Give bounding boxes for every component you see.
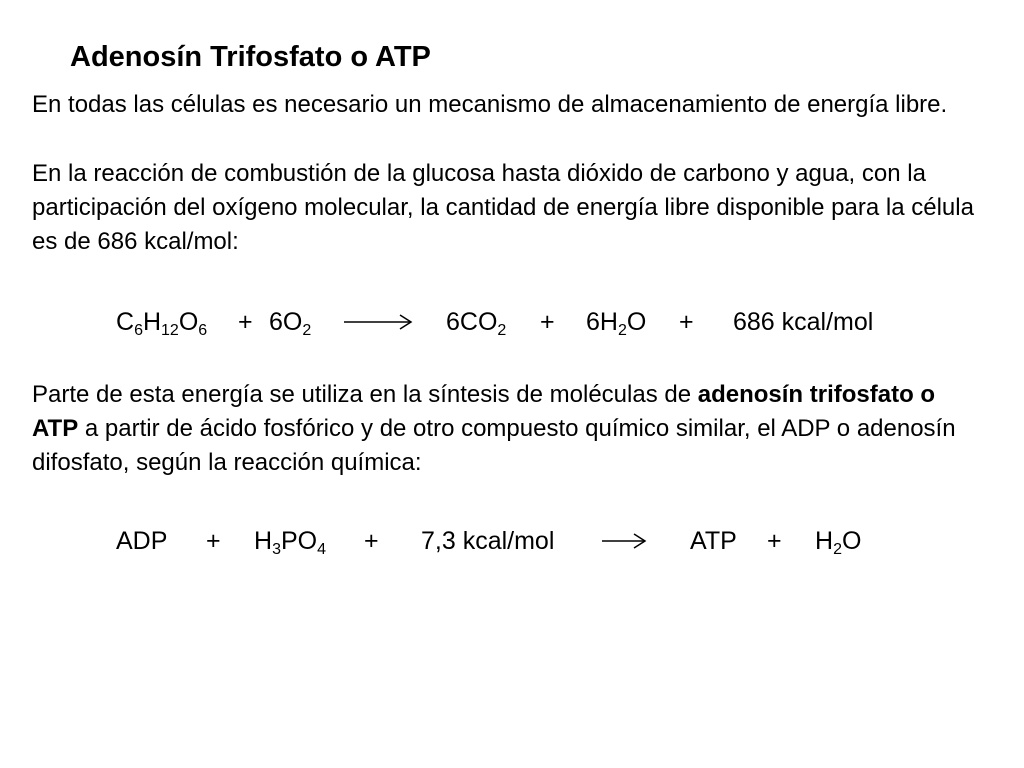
adp-formula: ADP <box>116 527 168 555</box>
oxygen-formula: $6O_2$ <box>269 308 312 339</box>
plus-sign: + <box>238 308 253 336</box>
reaction-arrow-icon <box>600 529 648 553</box>
synthesis-paragraph: Parte de esta energía se utiliza en la síntesis de moléculas de adenosín trifosfato o ATP a partir de ácido fosfórico y de otro compuesto químico similar, el ADP o adenosín difosfato, según la reacción química: <box>32 381 956 476</box>
slide-title: Adenosín Trifosfato o ATP <box>70 41 431 73</box>
atp-formula: ATP <box>690 527 737 555</box>
energy-released: 686 kcal/mol <box>733 308 874 336</box>
carbon-dioxide-formula: $6CO_2$ <box>446 308 507 339</box>
energy-required: 7,3 kcal/mol <box>421 527 555 555</box>
intro-paragraph: En todas las células es necesario un mecanismo de almacenamiento de energía libre. <box>32 91 948 118</box>
plus-sign: + <box>679 308 694 336</box>
phosphoric-acid-formula: $H_3PO_4$ <box>254 527 326 558</box>
plus-sign: + <box>206 527 221 555</box>
water-formula: $H_2O$ <box>815 527 862 558</box>
plus-sign: + <box>767 527 782 555</box>
water-formula: $6H_2O$ <box>586 308 647 339</box>
reaction-arrow-icon <box>342 310 414 334</box>
combustion-paragraph: En la reacción de combustión de la glucosa hasta dióxido de carbono y agua, con la participación del oxígeno molecular, la cantidad de energía libre disponible para la célula es de 686 kcal/mol: <box>32 160 974 255</box>
plus-sign: + <box>364 527 379 555</box>
glucose-combustion-equation <box>0 302 1024 342</box>
atp-highlight: adenosín trifosfato o ATP <box>32 381 936 442</box>
glucose-formula: $C_6H_{12}O_6$ <box>116 308 208 339</box>
plus-sign: + <box>540 308 555 336</box>
atp-synthesis-equation <box>0 521 1024 561</box>
